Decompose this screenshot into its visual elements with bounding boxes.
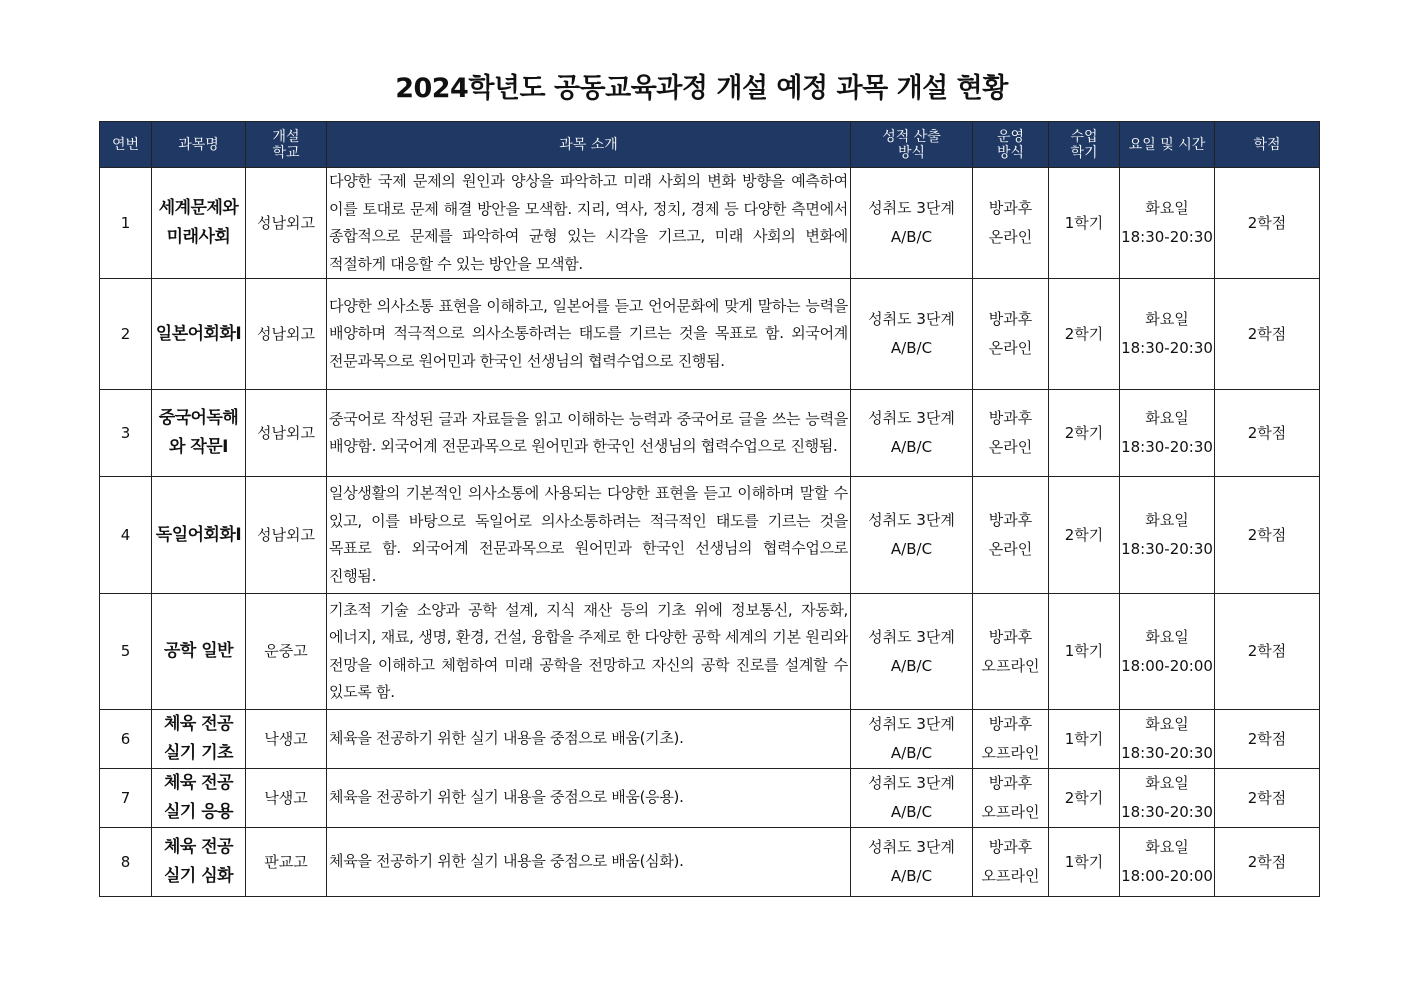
cell-hours: 18:00-20:00 — [1121, 867, 1213, 885]
header-grading-line2: 방식 — [897, 144, 926, 161]
cell-no: 3 — [100, 390, 152, 477]
cell-intro: 다양한 의사소통 표현을 이해하고, 일본어를 듣고 언어문화에 맞게 말하는 능력을 배양하며 적극적으로 의사소통하려는 태도를 기르는 것을 목표로 함. 외국어계 전문과목으로 원어민과 한국인 선생님의 협력수업으로 진행됨. — [327, 279, 851, 390]
cell-semester: 2학기 — [1049, 477, 1120, 594]
cell-grading — [851, 390, 973, 477]
table-row — [100, 594, 1320, 710]
cell-grading-line2: A/B/C — [890, 228, 933, 246]
cell-intro: 기초적 기술 소양과 공학 설계, 지식 재산 등의 기초 위에 정보통신, 자동화, 에너지, 재료, 생명, 환경, 건설, 융합을 주제로 한 다양한 공학 세계의 기본 원리와 전망을 이해하고 체험하여 미래 공학을 전망하고 자신의 공학 진로를 설계할 수 있도록 함. — [327, 594, 851, 710]
header-school — [246, 122, 327, 168]
cell-day: 화요일 — [1145, 409, 1189, 427]
cell-grading-line2: A/B/C — [890, 867, 933, 885]
cell-operation-line2: 오프라인 — [981, 744, 1040, 762]
table-row — [100, 279, 1320, 390]
cell-intro: 체육을 전공하기 위한 실기 내용을 중점으로 배움(기초). — [327, 710, 851, 769]
cell-day: 화요일 — [1145, 199, 1189, 217]
cell-name-line1: 중국어독해 — [158, 408, 239, 428]
cell-day: 화요일 — [1145, 838, 1189, 856]
cell-operation-line2: 온라인 — [988, 339, 1033, 357]
cell-operation-line2: 온라인 — [988, 438, 1033, 456]
cell-grading-line1: 성취도 3단계 — [868, 511, 955, 529]
cell-school: 운중고 — [246, 594, 327, 710]
cell-credit: 2학점 — [1215, 594, 1320, 710]
cell-grading-line1: 성취도 3단계 — [868, 715, 955, 733]
cell-intro: 다양한 국제 문제의 원인과 양상을 파악하고 미래 사회의 변화 방향을 예측하여 이를 토대로 문제 해결 방안을 모색함. 지리, 역사, 정치, 경제 등 다양한 측면에서 종합적으로 문제를 파악하여 균형 있는 시각을 기르고, 미래 사회의 변화에 적절하게 대응할 수 있는 방안을 모색함. — [327, 168, 851, 279]
cell-grading-line1: 성취도 3단계 — [868, 838, 955, 856]
header-credit: 학점 — [1215, 122, 1320, 168]
cell-operation — [973, 769, 1049, 828]
cell-name — [152, 477, 246, 594]
cell-name-line1: 체육 전공 — [163, 837, 234, 857]
cell-semester: 1학기 — [1049, 594, 1120, 710]
cell-hours: 18:00-20:00 — [1121, 656, 1213, 675]
cell-grading-line2: A/B/C — [890, 540, 933, 558]
header-time: 요일 및 시간 — [1120, 122, 1215, 168]
cell-operation-line1: 방과후 — [988, 774, 1033, 792]
cell-hours: 18:30-20:30 — [1121, 540, 1213, 558]
cell-credit: 2학점 — [1215, 769, 1320, 828]
cell-credit: 2학점 — [1215, 477, 1320, 594]
cell-school: 성남외고 — [246, 168, 327, 279]
cell-grading-line2: A/B/C — [890, 339, 933, 357]
header-no: 연번 — [100, 122, 152, 168]
cell-day: 화요일 — [1145, 715, 1189, 733]
cell-grading — [851, 828, 973, 897]
header-row — [100, 122, 1320, 168]
header-school-line2: 학교 — [272, 144, 300, 161]
cell-grading — [851, 477, 973, 594]
table-row — [100, 390, 1320, 477]
cell-no: 2 — [100, 279, 152, 390]
cell-name — [152, 168, 246, 279]
course-table — [99, 121, 1320, 897]
cell-grading — [851, 168, 973, 279]
cell-name — [152, 279, 246, 390]
cell-name — [152, 390, 246, 477]
cell-school: 성남외고 — [246, 477, 327, 594]
cell-intro: 체육을 전공하기 위한 실기 내용을 중점으로 배움(응용). — [327, 769, 851, 828]
cell-operation-line2: 오프라인 — [981, 867, 1040, 885]
cell-credit: 2학점 — [1215, 710, 1320, 769]
cell-time — [1120, 769, 1215, 828]
cell-grading-line1: 성취도 3단계 — [868, 409, 955, 427]
cell-grading-line1: 성취도 3단계 — [868, 774, 955, 792]
cell-semester: 1학기 — [1049, 168, 1120, 279]
cell-credit: 2학점 — [1215, 168, 1320, 279]
cell-no: 6 — [100, 710, 152, 769]
cell-operation-line1: 방과후 — [988, 838, 1033, 856]
cell-operation-line2: 오프라인 — [981, 656, 1040, 675]
header-operation-line2: 방식 — [996, 144, 1025, 161]
cell-grading-line2: A/B/C — [890, 438, 933, 456]
cell-hours: 18:30-20:30 — [1121, 803, 1213, 821]
cell-no: 8 — [100, 828, 152, 897]
cell-name-line2: 와 작문Ⅰ — [168, 437, 228, 457]
cell-intro: 일상생활의 기본적인 의사소통에 사용되는 다양한 표현을 듣고 이해하며 말할 수 있고, 이를 바탕으로 독일어로 의사소통하려는 적극적인 태도를 기르는 것을 목표로 함. 외국어계 전문과목으로 원어민과 한국인 선생님의 협력수업으로 진행됨. — [327, 477, 851, 594]
cell-school: 성남외고 — [246, 279, 327, 390]
header-semester — [1049, 122, 1120, 168]
cell-no: 7 — [100, 769, 152, 828]
cell-name-line1: 체육 전공 — [163, 773, 234, 793]
header-name: 과목명 — [152, 122, 246, 168]
cell-operation — [973, 594, 1049, 710]
cell-grading-line2: A/B/C — [890, 744, 933, 762]
header-semester-line2: 학기 — [1070, 144, 1098, 161]
cell-time — [1120, 390, 1215, 477]
cell-grading-line1: 성취도 3단계 — [868, 199, 955, 217]
cell-time — [1120, 828, 1215, 897]
cell-grading — [851, 279, 973, 390]
cell-time — [1120, 279, 1215, 390]
cell-operation — [973, 710, 1049, 769]
header-operation — [973, 122, 1049, 168]
header-operation-line1: 운영 — [996, 128, 1025, 145]
header-intro: 과목 소개 — [327, 122, 851, 168]
cell-grading-line2: A/B/C — [890, 656, 933, 675]
cell-time — [1120, 168, 1215, 279]
cell-intro: 중국어로 작성된 글과 자료들을 읽고 이해하는 능력과 중국어로 글을 쓰는 능력을 배양함. 외국어계 전문과목으로 원어민과 한국인 선생님의 협력수업으로 진행됨. — [327, 390, 851, 477]
cell-name-line1: 세계문제와 — [158, 198, 239, 218]
cell-semester: 2학기 — [1049, 279, 1120, 390]
cell-day: 화요일 — [1145, 310, 1189, 328]
cell-day: 화요일 — [1145, 627, 1189, 646]
cell-operation-line1: 방과후 — [988, 627, 1033, 646]
cell-name-line2: 미래사회 — [166, 227, 231, 247]
cell-name — [152, 769, 246, 828]
cell-credit: 2학점 — [1215, 828, 1320, 897]
cell-time — [1120, 594, 1215, 710]
cell-school: 판교고 — [246, 828, 327, 897]
cell-operation-line1: 방과후 — [988, 409, 1033, 427]
cell-operation-line1: 방과후 — [988, 511, 1033, 529]
cell-operation-line2: 오프라인 — [981, 803, 1040, 821]
cell-name-line1: 공학 일반 — [163, 641, 234, 661]
cell-grading-line2: A/B/C — [890, 803, 933, 821]
cell-time — [1120, 710, 1215, 769]
cell-hours: 18:30-20:30 — [1121, 744, 1213, 762]
cell-name-line2: 실기 심화 — [163, 866, 234, 886]
cell-operation-line1: 방과후 — [988, 199, 1033, 217]
header-grading — [851, 122, 973, 168]
cell-semester: 1학기 — [1049, 828, 1120, 897]
cell-semester: 1학기 — [1049, 710, 1120, 769]
cell-operation — [973, 390, 1049, 477]
cell-name-line2: 실기 기초 — [163, 743, 234, 763]
cell-operation-line2: 온라인 — [988, 540, 1033, 558]
cell-day: 화요일 — [1145, 511, 1189, 529]
table-row — [100, 477, 1320, 594]
cell-time — [1120, 477, 1215, 594]
cell-name-line1: 체육 전공 — [163, 714, 234, 734]
cell-no: 4 — [100, 477, 152, 594]
cell-name — [152, 828, 246, 897]
cell-hours: 18:30-20:30 — [1121, 339, 1213, 357]
cell-no: 1 — [100, 168, 152, 279]
cell-school: 낙생고 — [246, 769, 327, 828]
cell-semester: 2학기 — [1049, 390, 1120, 477]
cell-grading-line1: 성취도 3단계 — [868, 310, 955, 328]
cell-operation — [973, 477, 1049, 594]
cell-name — [152, 594, 246, 710]
cell-name-line2: 실기 응용 — [163, 802, 234, 822]
cell-name-line1: 독일어회화Ⅰ — [155, 524, 242, 545]
cell-credit: 2학점 — [1215, 279, 1320, 390]
cell-name-line1: 일본어회화Ⅰ — [155, 323, 242, 344]
cell-credit: 2학점 — [1215, 390, 1320, 477]
cell-hours: 18:30-20:30 — [1121, 228, 1213, 246]
cell-day: 화요일 — [1145, 774, 1189, 792]
cell-semester: 2학기 — [1049, 769, 1120, 828]
cell-operation — [973, 279, 1049, 390]
table-row — [100, 769, 1320, 828]
cell-hours: 18:30-20:30 — [1121, 438, 1213, 456]
cell-school: 낙생고 — [246, 710, 327, 769]
table-row — [100, 710, 1320, 769]
table-row — [100, 168, 1320, 279]
cell-grading — [851, 769, 973, 828]
header-school-line1: 개설 — [272, 128, 300, 145]
cell-operation — [973, 168, 1049, 279]
cell-school: 성남외고 — [246, 390, 327, 477]
cell-intro: 체육을 전공하기 위한 실기 내용을 중점으로 배움(심화). — [327, 828, 851, 897]
cell-grading — [851, 710, 973, 769]
cell-operation-line2: 온라인 — [988, 228, 1033, 246]
table-row — [100, 828, 1320, 897]
header-semester-line1: 수업 — [1070, 128, 1098, 145]
cell-operation-line1: 방과후 — [988, 310, 1033, 328]
header-grading-line1: 성적 산출 — [882, 128, 941, 145]
cell-grading-line1: 성취도 3단계 — [868, 627, 955, 646]
cell-name — [152, 710, 246, 769]
page-title: 2024학년도 공동교육과정 개설 예정 과목 개설 현황 — [395, 73, 1008, 104]
cell-operation-line1: 방과후 — [988, 715, 1033, 733]
cell-operation — [973, 828, 1049, 897]
cell-no: 5 — [100, 594, 152, 710]
cell-grading — [851, 594, 973, 710]
